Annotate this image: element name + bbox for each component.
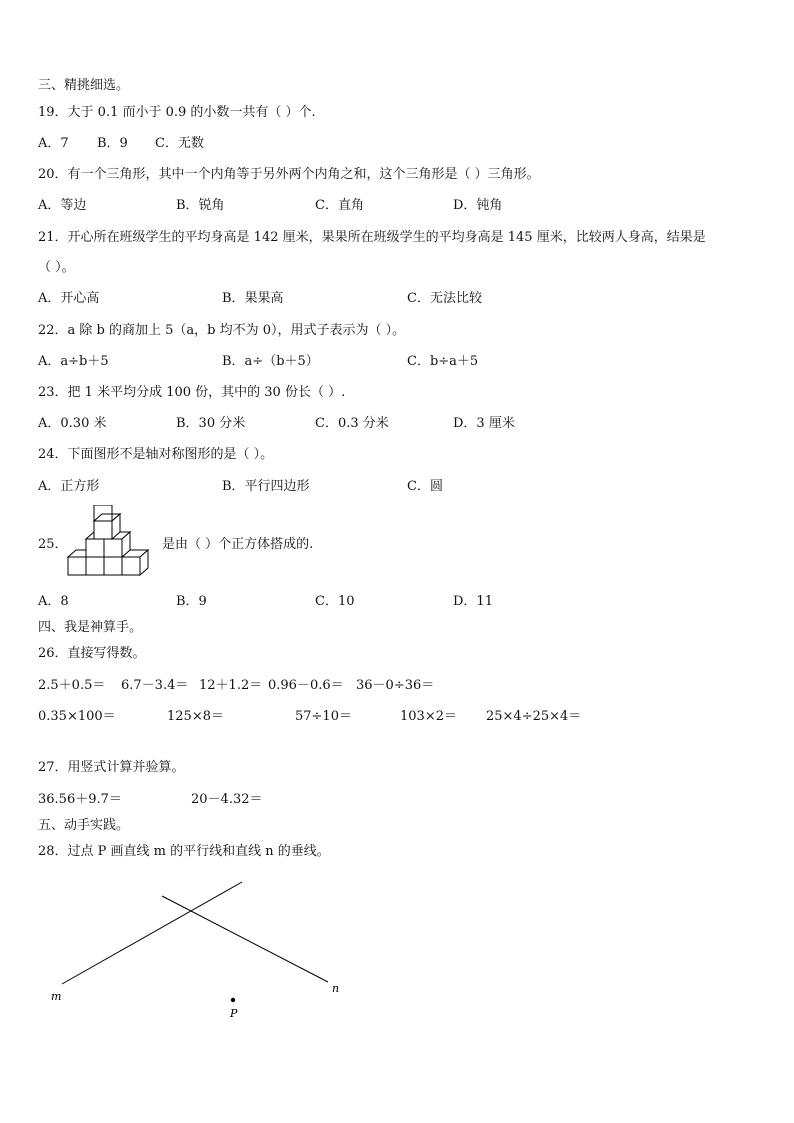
q24-option-b: B．平行四边形 [222,479,310,494]
question-21-line1: 21．开心所在班级学生的平均身高是 142 厘米，果果所在班级学生的平均身高是 145 厘米，比较两人身高，结果是 [38,230,706,245]
q20-option-d: D．钝角 [453,198,503,213]
point-p [231,998,235,1002]
q26-r1-item2: 6.7－3.4＝ [121,678,189,693]
q25-option-a: A．8 [38,594,69,609]
label-p: P [230,1007,238,1020]
q21-option-c: C．无法比较 [407,291,482,306]
q19-option-b: B．9 [97,136,128,151]
q23-option-d: D．3 厘米 [453,416,515,431]
q19-option-c: C．无数 [155,136,204,151]
line-n [162,896,328,982]
q20-option-c: C．直角 [315,198,364,213]
q26-r2-item3: 57÷10＝ [295,709,352,724]
q21-option-a: A．开心高 [38,291,100,306]
q23-option-c: C．0.3 分米 [315,416,389,431]
q24-option-a: A．正方形 [38,479,100,494]
q25-option-b: B．9 [176,594,207,609]
question-25-text: 是由（ ）个正方体搭成的. [162,537,314,552]
q26-r2-item4: 103×2＝ [400,709,457,724]
question-24: 24．下面图形不是轴对称图形的是（ ）。 [38,447,274,462]
q21-option-b: B．果果高 [222,291,284,306]
question-26: 26．直接写得数。 [38,646,146,661]
q22-option-c: C．b÷a＋5 [407,354,479,369]
question-19: 19．大于 0.1 而小于 0.9 的小数一共有（ ）个. [38,105,316,120]
label-n: n [332,982,340,995]
q23-option-a: A．0.30 米 [38,416,107,431]
section-3-heading: 三、精挑细选。 [38,78,130,93]
question-23: 23．把 1 米平均分成 100 份，其中的 30 份长（ ）. [38,385,346,400]
q20-option-b: B．锐角 [176,198,225,213]
question-21-line2: （ ）。 [38,260,75,275]
question-20: 20．有一个三角形，其中一个内角等于另外两个内角之和，这个三角形是（ ）三角形。 [38,167,540,182]
q26-r2-item2: 125×8＝ [167,709,224,724]
q24-option-c: C．圆 [407,479,443,494]
q22-option-a: A．a÷b＋5 [38,354,109,369]
q26-r2-item5: 25×4÷25×4＝ [486,709,582,724]
line-m [62,882,242,984]
q26-r2-item1: 0.35×100＝ [38,709,116,724]
question-22: 22．a 除 b 的商加上 5（a，b 均不为 0），用式子表示为（ ）。 [38,323,406,338]
q22-option-b: B．a÷（b＋5） [222,354,319,369]
cube-stack-figure [62,505,158,580]
q26-r1-item1: 2.5＋0.5＝ [38,678,106,693]
label-m: m [51,990,62,1003]
q25-option-c: C．10 [315,594,355,609]
section-4-heading: 四、我是神算手。 [38,620,143,635]
q20-option-a: A．等边 [38,198,87,213]
q26-r1-item3: 12＋1.2＝ [199,678,263,693]
q23-option-b: B．30 分米 [176,416,246,431]
q27-item1: 36.56＋9.7＝ [38,792,122,807]
question-27: 27．用竖式计算并验算。 [38,760,185,775]
q25-option-d: D．11 [453,594,493,609]
section-5-heading: 五、动手实践。 [38,818,130,833]
q27-item2: 20－4.32＝ [191,792,263,807]
question-28: 28．过点 P 画直线 m 的平行线和直线 n 的垂线。 [38,844,330,859]
q19-option-a: A．7 [38,136,69,151]
q26-r1-item4: 0.96－0.6＝ [268,678,344,693]
q26-r1-item5: 36－0÷36＝ [356,678,435,693]
question-25-number: 25． [38,537,68,552]
lines-m-n-diagram [40,870,360,1025]
